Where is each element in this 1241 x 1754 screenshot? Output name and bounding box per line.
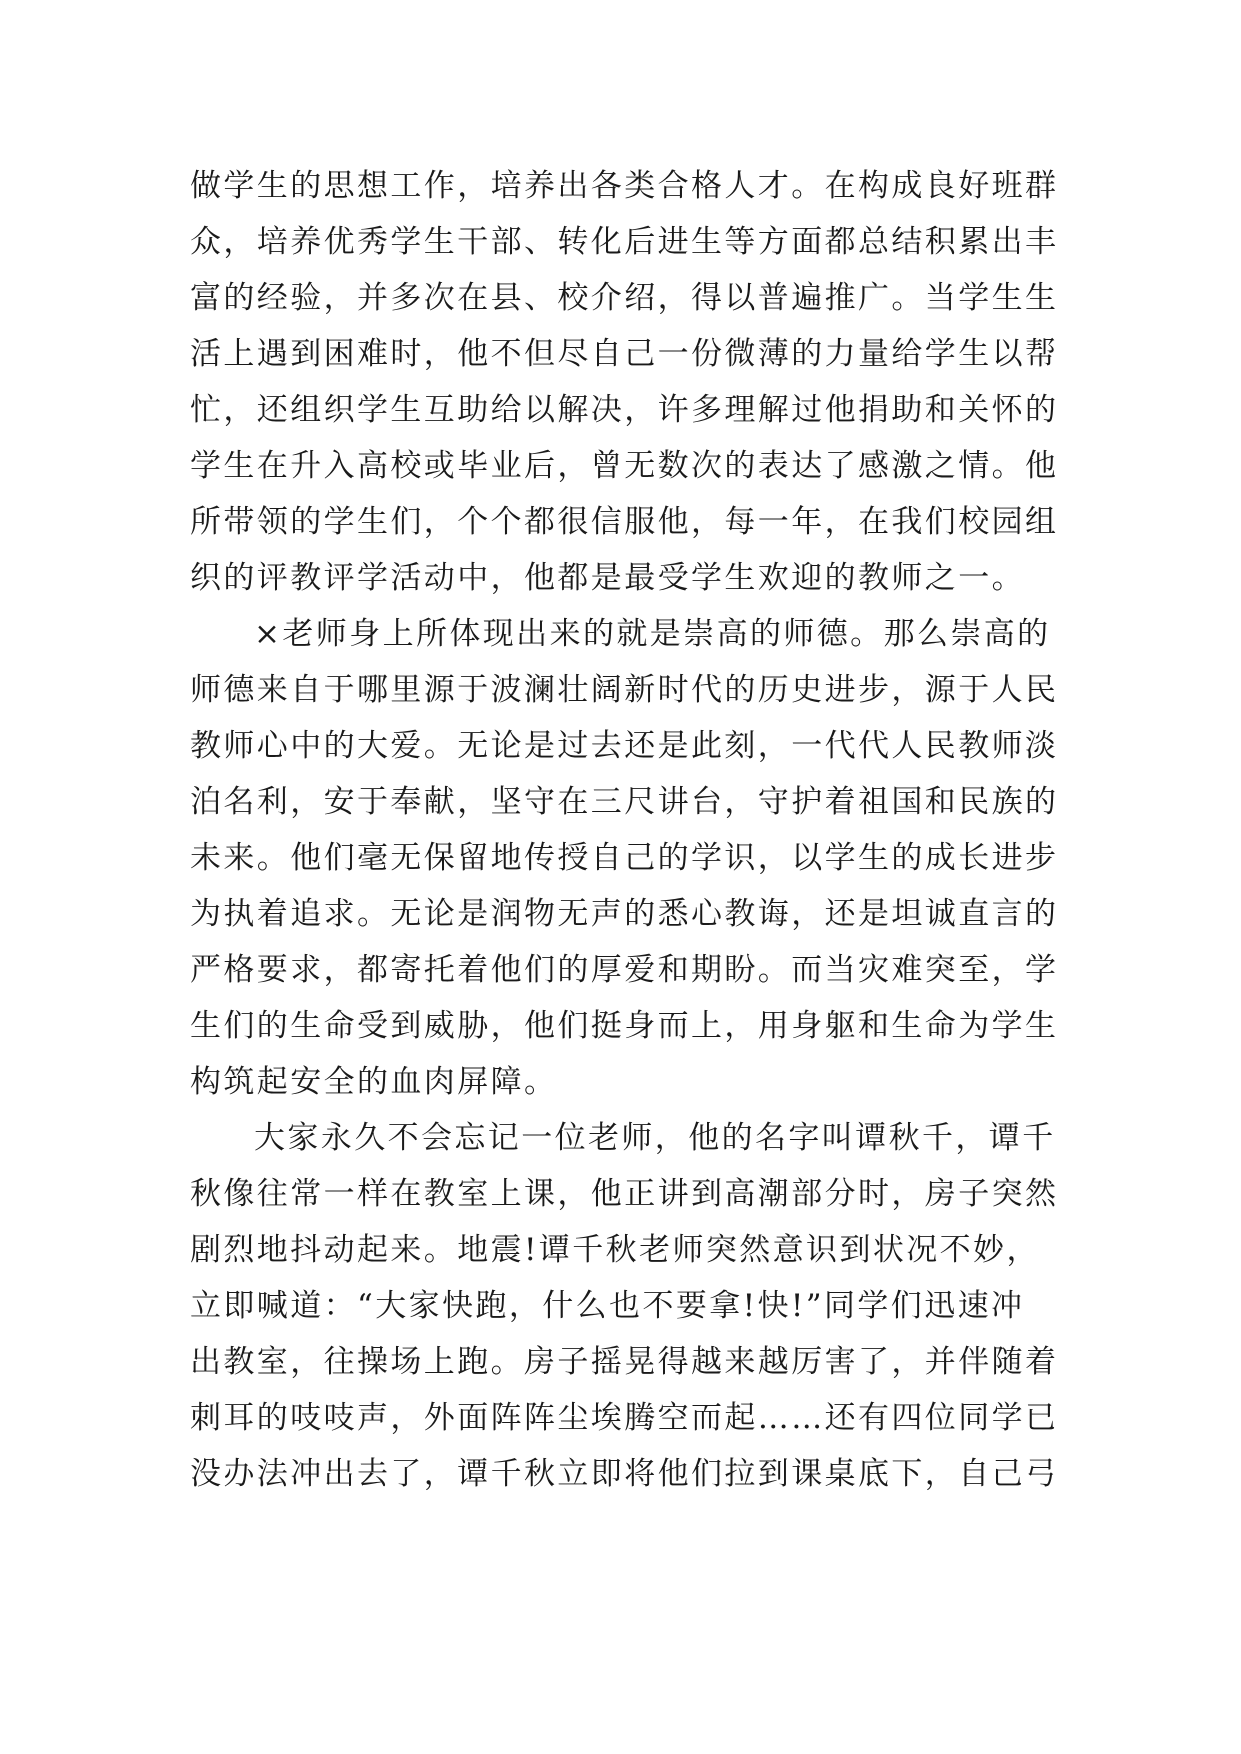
body-text	[190, 158, 1059, 1502]
text-line: 所带领的学生们，个个都很信服他，每一年，在我们校园组	[190, 504, 1059, 540]
text-line: 学生在升入高校或毕业后，曾无数次的表达了感激之情。他	[190, 448, 1059, 484]
text-line: 秋像往常一样在教室上课，他正讲到高潮部分时，房子突然	[190, 1176, 1059, 1212]
text-line: 富的经验，并多次在县、校介绍，得以普遍推广。当学生生	[190, 280, 1059, 316]
text-line: 没办法冲出去了，谭千秋立即将他们拉到课桌底下，自己弓	[190, 1456, 1059, 1492]
text-line: 泊名利，安于奉献，坚守在三尺讲台，守护着祖国和民族的	[190, 784, 1059, 820]
text-line: 严格要求，都寄托着他们的厚爱和期盼。而当灾难突至，学	[190, 952, 1059, 988]
text-line: 做学生的思想工作，培养出各类合格人才。在构成良好班群	[190, 168, 1059, 204]
text-line: 出教室，往操场上跑。房子摇晃得越来越厉害了，并伴随着	[190, 1344, 1059, 1380]
text-line: ×老师身上所体现出来的就是崇高的师德。那么崇高的	[254, 616, 1051, 652]
paragraph	[190, 1110, 1059, 1502]
text-line: 活上遇到困难时，他不但尽自己一份微薄的力量给学生以帮	[190, 336, 1059, 372]
text-line: 未来。他们毫无保留地传授自己的学识，以学生的成长进步	[190, 840, 1059, 876]
text-line: 教师心中的大爱。无论是过去还是此刻，一代代人民教师淡	[190, 728, 1059, 764]
paragraph	[190, 606, 1059, 1110]
text-line: 刺耳的吱吱声，外面阵阵尘埃腾空而起……还有四位同学已	[190, 1400, 1059, 1436]
text-line: 织的评教评学活动中，他都是最受学生欢迎的教师之一。	[190, 560, 1025, 596]
paragraph	[190, 158, 1059, 606]
text-line: 剧烈地抖动起来。地震!谭千秋老师突然意识到状况不妙，	[190, 1232, 1040, 1268]
text-line: 构筑起安全的血肉屏障。	[190, 1064, 558, 1100]
text-line: 立即喊道：“大家快跑，什么也不要拿!快!”同学们迅速冲	[190, 1288, 1025, 1324]
text-line: 为执着追求。无论是润物无声的悉心教诲，还是坦诚直言的	[190, 896, 1059, 932]
text-line: 众，培养优秀学生干部、转化后进生等方面都总结积累出丰	[190, 224, 1059, 260]
text-line: 师德来自于哪里源于波澜壮阔新时代的历史进步，源于人民	[190, 672, 1059, 708]
text-line: 生们的生命受到威胁，他们挺身而上，用身躯和生命为学生	[190, 1008, 1059, 1044]
text-line: 忙，还组织学生互助给以解决，许多理解过他捐助和关怀的	[190, 392, 1059, 428]
text-line: 大家永久不会忘记一位老师，他的名字叫谭秋千，谭千	[254, 1120, 1056, 1156]
